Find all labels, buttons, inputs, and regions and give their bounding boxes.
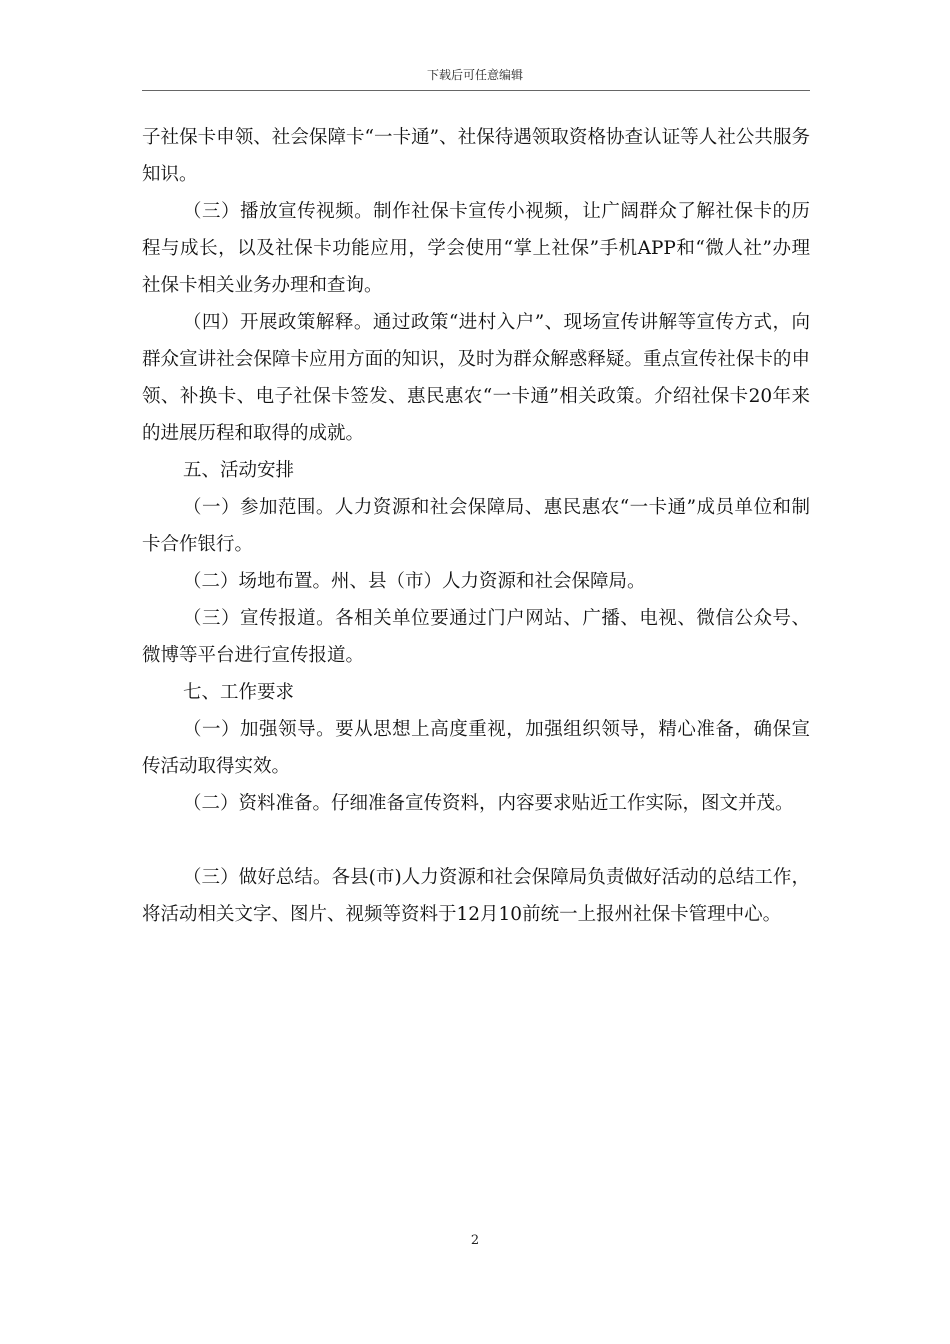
paragraph-venue-setup: （二）场地布置。州、县（市）人力资源和社会保障局。: [183, 571, 646, 592]
section-heading-work-requirements: 七、工作要求: [183, 682, 295, 703]
page-header: 下载后可任意编辑: [426, 68, 523, 82]
paragraph-participation-scope: （一）参加范围。人力资源和社会保障局、惠民惠农“一卡通”成员单位和制卡合作银行。: [142, 497, 810, 555]
paragraph-continuation: 子社保卡申领、社会保障卡“一卡通”、社保待遇领取资格协查认证等人社公共服务知识。: [142, 127, 810, 185]
document-body: [142, 119, 810, 933]
section-heading-activity-arrangement: 五、活动安排: [183, 460, 295, 481]
page-number: 2: [470, 1233, 480, 1248]
header-divider: [142, 90, 810, 91]
paragraph-material-preparation: （二）资料准备。仔细准备宣传资料，内容要求贴近工作实际，图文并茂。: [183, 793, 794, 814]
paragraph-policy-explanation: （四）开展政策解释。通过政策“进村入户”、现场宣传讲解等宣传方式，向群众宣讲社会保障卡应用方面的知识，及时为群众解惑释疑。重点宣传社保卡的申领、补换卡、电子社保卡签发、惠民惠农“一卡通”相关政策。介绍社保卡20年来的进展历程和取得的成就。: [142, 312, 810, 444]
paragraph-publicity-report: （三）宣传报道。各相关单位要通过门户网站、广播、电视、微信公众号、微博等平台进行宣传报道。: [142, 608, 810, 666]
paragraph-summary: （三）做好总结。各县(市)人力资源和社会保障局负责做好活动的总结工作，将活动相关文字、图片、视频等资料于12月10前统一上报州社保卡管理中心。: [142, 867, 810, 925]
paragraph-strengthen-leadership: （一）加强领导。要从思想上高度重视，加强组织领导，精心准备，确保宣传活动取得实效。: [142, 719, 810, 777]
paragraph-play-video: （三）播放宣传视频。制作社保卡宣传小视频，让广阔群众了解社保卡的历程与成长，以及社保卡功能应用，学会使用“掌上社保”手机APP和“微人社”办理社保卡相关业务办理和查询。: [142, 201, 810, 296]
